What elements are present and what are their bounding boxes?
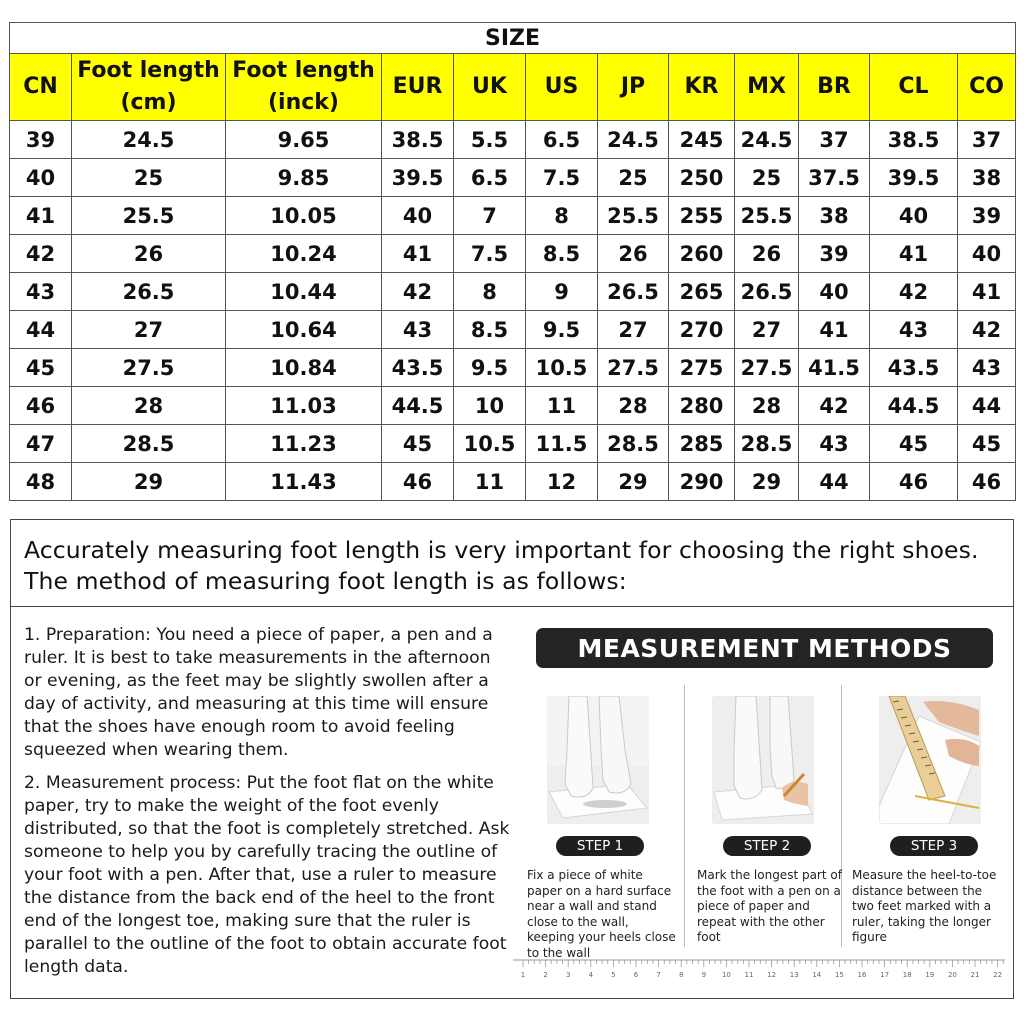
ruler-number: 10 (721, 971, 731, 979)
table-cell: 27 (598, 311, 669, 349)
ruler-number: 21 (970, 971, 980, 979)
table-cell: 11.23 (226, 425, 382, 463)
table-cell: 41 (870, 235, 958, 273)
table-cell: 26.5 (598, 273, 669, 311)
size-chart-table (9, 22, 1016, 501)
table-cell: 43 (870, 311, 958, 349)
table-cell: 45 (870, 425, 958, 463)
ruler-measure-photo (879, 696, 981, 824)
table-row (10, 121, 1016, 159)
table-cell: 48 (10, 463, 72, 501)
measurement-methods-banner: MEASUREMENT METHODS (536, 628, 993, 668)
table-cell: 43.5 (382, 349, 454, 387)
ruler-number: 7 (656, 971, 661, 979)
ruler-number: 8 (678, 971, 684, 979)
table-cell: 40 (10, 159, 72, 197)
table-cell: 45 (10, 349, 72, 387)
table-cell: 25 (598, 159, 669, 197)
table-cell: 10.44 (226, 273, 382, 311)
table-cell: 42 (958, 311, 1016, 349)
column-header-text: CN (23, 74, 58, 99)
column-header-text: MX (747, 74, 786, 99)
table-cell: 44 (799, 463, 870, 501)
table-cell: 42 (799, 387, 870, 425)
column-header (669, 54, 735, 121)
column-header (735, 54, 799, 121)
column-header-text: Foot length (77, 58, 220, 83)
table-cell: 42 (870, 273, 958, 311)
column-header (958, 54, 1016, 121)
step-divider (684, 685, 685, 947)
intro-section (11, 520, 1013, 607)
intro-text (11, 520, 1013, 597)
table-cell: 46 (382, 463, 454, 501)
table-cell: 44.5 (870, 387, 958, 425)
table-cell: 7 (454, 197, 526, 235)
table-cell: 285 (669, 425, 735, 463)
table-cell: 275 (669, 349, 735, 387)
table-cell: 11 (526, 387, 598, 425)
table-cell: 39 (799, 235, 870, 273)
table-cell: 11.43 (226, 463, 382, 501)
table-cell: 11 (454, 463, 526, 501)
table-cell: 6.5 (454, 159, 526, 197)
column-header (72, 54, 226, 121)
column-header-unit: (cm) (120, 90, 177, 115)
measuring-guide-box (10, 519, 1014, 999)
ruler-number: 22 (993, 971, 1003, 979)
table-cell: 43 (382, 311, 454, 349)
table-cell: 26 (598, 235, 669, 273)
column-header-unit: (inck) (268, 90, 339, 115)
table-cell: 10 (454, 387, 526, 425)
instructions-text (24, 624, 510, 989)
ruler-number: 11 (744, 971, 754, 979)
table-cell: 9.5 (454, 349, 526, 387)
table-cell: 29 (72, 463, 226, 501)
step-2-badge: STEP 2 (723, 836, 811, 856)
column-header (598, 54, 669, 121)
ruler-number: 6 (633, 971, 639, 979)
table-cell: 29 (735, 463, 799, 501)
table-cell: 46 (870, 463, 958, 501)
table-cell: 25.5 (735, 197, 799, 235)
table-cell: 41 (10, 197, 72, 235)
table-cell: 41.5 (799, 349, 870, 387)
table-cell: 37 (799, 121, 870, 159)
table-cell: 5.5 (454, 121, 526, 159)
table-cell: 28 (598, 387, 669, 425)
column-header-text: Foot length (232, 58, 375, 83)
table-cell: 40 (799, 273, 870, 311)
table-cell: 10.64 (226, 311, 382, 349)
ruler-number: 16 (857, 971, 867, 979)
ruler-number: 9 (701, 971, 707, 979)
table-cell: 27.5 (72, 349, 226, 387)
table-cell: 29 (598, 463, 669, 501)
table-cell: 10.05 (226, 197, 382, 235)
table-cell: 45 (382, 425, 454, 463)
table-cell: 26.5 (735, 273, 799, 311)
step-2-description: Mark the longest part of the foot with a pen on a piece of paper and repeat with the other foot (697, 868, 842, 944)
table-cell: 9.85 (226, 159, 382, 197)
table-cell: 26 (735, 235, 799, 273)
ruler-number: 1 (520, 971, 526, 979)
table-cell: 38.5 (382, 121, 454, 159)
table-cell: 8 (526, 197, 598, 235)
size-chart-header-row (10, 54, 1016, 121)
table-cell: 39.5 (382, 159, 454, 197)
column-header-text: JP (620, 74, 646, 99)
column-header-text: CO (969, 74, 1004, 99)
table-cell: 38 (958, 159, 1016, 197)
table-cell: 40 (958, 235, 1016, 273)
table-cell: 245 (669, 121, 735, 159)
table-row (10, 463, 1016, 501)
ruler-number: 15 (834, 971, 844, 979)
ruler-number: 14 (812, 971, 822, 979)
table-cell: 25.5 (72, 197, 226, 235)
tracing-foot-photo (712, 696, 814, 824)
table-cell: 270 (669, 311, 735, 349)
table-cell: 44.5 (382, 387, 454, 425)
table-cell: 25 (72, 159, 226, 197)
table-cell: 28.5 (735, 425, 799, 463)
column-header-text: KR (684, 74, 719, 99)
process-paragraph: 2. Measurement process: Put the foot flat on the white paper, try to make the weight of the foot evenly distributed, so that the foot is completely stretched. Ask someone to help you by carefully tracing the outline of your foot with a pen. After that, use a ruler to measure the distance from the back end of the heel to the front end of the longest toe, making sure that the ruler is parallel to the outline of the foot to obtain accurate foot length data. (24, 773, 510, 977)
table-cell: 9 (526, 273, 598, 311)
table-cell: 250 (669, 159, 735, 197)
foot-on-paper-photo (547, 696, 649, 824)
step-1-description: Fix a piece of white paper on a hard surface near a wall and stand close to the wall, keeping your heels close to the wall (527, 868, 676, 960)
table-cell: 43 (958, 349, 1016, 387)
table-cell: 25 (735, 159, 799, 197)
ruler-number: 19 (925, 971, 935, 979)
size-chart-body (10, 121, 1016, 501)
table-cell: 38.5 (870, 121, 958, 159)
table-cell: 28 (735, 387, 799, 425)
table-cell: 260 (669, 235, 735, 273)
table-cell: 28.5 (72, 425, 226, 463)
table-cell: 27.5 (598, 349, 669, 387)
column-header-text: CL (898, 74, 929, 99)
table-cell: 7.5 (526, 159, 598, 197)
table-row (10, 159, 1016, 197)
ruler-number: 13 (789, 971, 799, 979)
table-cell: 45 (958, 425, 1016, 463)
table-cell: 280 (669, 387, 735, 425)
table-cell: 27 (735, 311, 799, 349)
table-cell: 10.5 (526, 349, 598, 387)
table-cell: 11.5 (526, 425, 598, 463)
table-cell: 10.84 (226, 349, 382, 387)
ruler-number: 12 (767, 971, 777, 979)
ruler-number: 20 (947, 971, 957, 979)
table-cell: 27.5 (735, 349, 799, 387)
table-cell: 46 (10, 387, 72, 425)
table-row (10, 311, 1016, 349)
table-cell: 40 (382, 197, 454, 235)
column-header-text: US (544, 74, 579, 99)
table-cell: 12 (526, 463, 598, 501)
table-cell: 39.5 (870, 159, 958, 197)
intro-line-2: The method of measuring foot length is as follows: (24, 567, 627, 595)
table-cell: 24.5 (735, 121, 799, 159)
table-cell: 37.5 (799, 159, 870, 197)
table-cell: 9.5 (526, 311, 598, 349)
table-cell: 42 (10, 235, 72, 273)
size-chart-title: SIZE (9, 22, 1016, 53)
table-cell: 26 (72, 235, 226, 273)
table-cell: 47 (10, 425, 72, 463)
table-cell: 39 (958, 197, 1016, 235)
table-cell: 11.03 (226, 387, 382, 425)
column-header (799, 54, 870, 121)
column-header (454, 54, 526, 121)
table-cell: 39 (10, 121, 72, 159)
table-cell: 265 (669, 273, 735, 311)
step-3-badge: STEP 3 (890, 836, 978, 856)
table-row (10, 349, 1016, 387)
table-cell: 28 (72, 387, 226, 425)
table-cell: 41 (958, 273, 1016, 311)
step-1-badge: STEP 1 (556, 836, 644, 856)
table-cell: 41 (382, 235, 454, 273)
column-header-text: UK (472, 74, 507, 99)
table-cell: 44 (10, 311, 72, 349)
table-cell: 9.65 (226, 121, 382, 159)
table-row (10, 273, 1016, 311)
table-cell: 10.24 (226, 235, 382, 273)
column-header (870, 54, 958, 121)
table-cell: 41 (799, 311, 870, 349)
table-cell: 25.5 (598, 197, 669, 235)
table-cell: 46 (958, 463, 1016, 501)
ruler-graphic (511, 958, 1007, 980)
table-cell: 6.5 (526, 121, 598, 159)
table-cell: 43.5 (870, 349, 958, 387)
table-cell: 27 (72, 311, 226, 349)
table-row (10, 197, 1016, 235)
column-header-text: BR (817, 74, 851, 99)
table-row (10, 235, 1016, 273)
table-cell: 26.5 (72, 273, 226, 311)
table-cell: 10.5 (454, 425, 526, 463)
column-header (226, 54, 382, 121)
ruler-number: 5 (611, 971, 616, 979)
table-cell: 24.5 (598, 121, 669, 159)
table-row (10, 387, 1016, 425)
table-cell: 40 (870, 197, 958, 235)
table-cell: 8.5 (526, 235, 598, 273)
table-cell: 43 (799, 425, 870, 463)
table-cell: 28.5 (598, 425, 669, 463)
table-cell: 42 (382, 273, 454, 311)
table-cell: 7.5 (454, 235, 526, 273)
preparation-paragraph: 1. Preparation: You need a piece of paper, a pen and a ruler. It is best to take measurements in the afternoon or evening, as the feet may be slightly swollen after a day of activity, and measuring at this time will ensure that the shoes have enough room to avoid feeling squeezed when wearing them. (24, 625, 493, 760)
table-cell: 37 (958, 121, 1016, 159)
ruler-number: 3 (565, 971, 571, 979)
intro-line-1: Accurately measuring foot length is very important for choosing the right shoes. (24, 536, 979, 564)
table-cell: 8.5 (454, 311, 526, 349)
ruler-number: 17 (880, 971, 890, 979)
table-row (10, 425, 1016, 463)
column-header-text: EUR (392, 74, 443, 99)
column-header (10, 54, 72, 121)
step-3-description: Measure the heel-to-toe distance between the two feet marked with a ruler, taking the longer figure (852, 868, 997, 944)
column-header (526, 54, 598, 121)
ruler-number: 18 (902, 971, 912, 979)
table-cell: 43 (10, 273, 72, 311)
table-cell: 8 (454, 273, 526, 311)
table-cell: 38 (799, 197, 870, 235)
ruler-number: 4 (588, 971, 594, 979)
table-cell: 24.5 (72, 121, 226, 159)
column-header (382, 54, 454, 121)
ruler-number: 2 (543, 971, 548, 979)
table-cell: 255 (669, 197, 735, 235)
table-cell: 290 (669, 463, 735, 501)
table-cell: 44 (958, 387, 1016, 425)
